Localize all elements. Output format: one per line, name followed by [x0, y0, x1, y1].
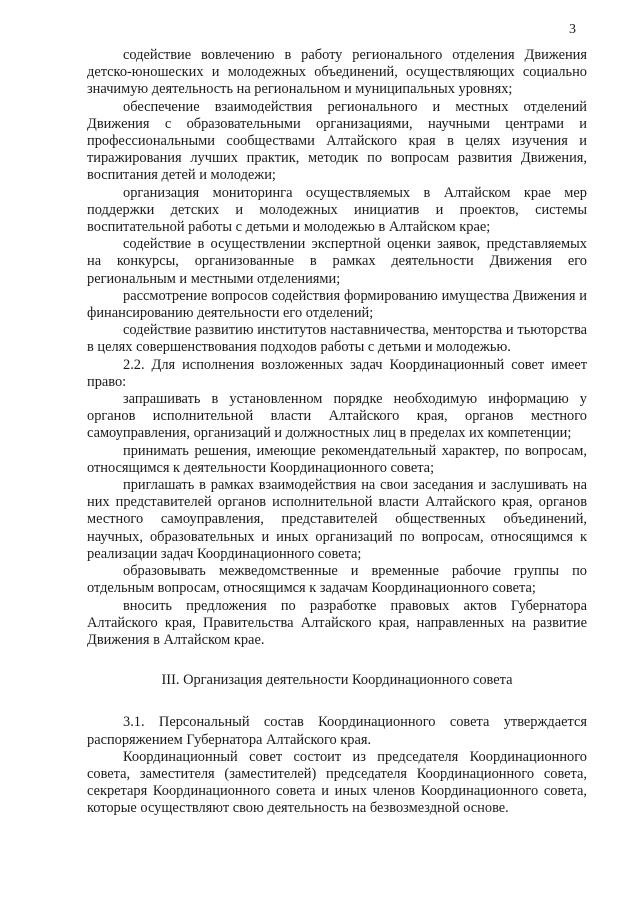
page-number: 3	[569, 22, 576, 37]
paragraph: образовывать межведомственные и временные рабочие группы по отдельным вопросам, относящимся к задачам Координационного совета;	[87, 563, 587, 597]
paragraph: обеспечение взаимодействия регионального и местных отделений Движения с образовательными организациями, научными центрами и профессиональными сообществами Алтайского края в целях изучения и тиражирования лучших практик, методик по вопросам развития Движения, воспитания детей и молодежи;	[87, 98, 587, 184]
paragraph: приглашать в рамках взаимодействия на свои заседания и заслушивать на них представителей органов исполнительной власти Алтайского края, органов местного самоуправления, представителей общественных объединений, научных, образовательных и иных организаций по вопросам, относящимся к реализации задач Координационного совета;	[87, 477, 587, 562]
document-body	[87, 47, 587, 818]
paragraph: содействие в осуществлении экспертной оценки заявок, представляемых на конкурсы, организованные в рамках деятельности Движения его региональным и местными отделениями;	[87, 236, 587, 287]
paragraph: принимать решения, имеющие рекомендательный характер, по вопросам, относящимся к деятельности Координационного совета;	[87, 442, 587, 476]
section-title: III. Организация деятельности Координационного совета	[161, 672, 513, 689]
paragraph: запрашивать в установленном порядке необходимую информацию у органов исполнительной власти Алтайского края, органов местного самоуправления, организаций и должностных лиц в пределах их компетенции;	[87, 391, 587, 442]
paragraph: содействие развитию институтов наставничества, менторства и тьюторства в целях совершенствования подходов работы с детьми и молодежью.	[87, 322, 587, 356]
paragraph: содействие вовлечению в работу регионального отделения Движения детско-юношеских и молодежных объединений, осуществляющих социально значимую деятельность на региональном и муниципальных уровнях;	[87, 47, 587, 98]
paragraph: организация мониторинга осуществляемых в Алтайском крае мер поддержки детских и молодежных инициатив и проектов, системы воспитательной работы с детьми и молодежью в Алтайском крае;	[87, 184, 587, 236]
paragraph: 2.2. Для исполнения возложенных задач Координационный совет имеет право:	[87, 356, 587, 390]
paragraph: рассмотрение вопросов содействия формированию имущества Движения и финансированию деятельности его отделений;	[87, 287, 587, 322]
paragraph: Координационный совет состоит из председателя Координационного совета, заместителя (заместителей) председателя Координационного совета, секретаря Координационного совета и иных членов Координационного совета, которые осуществляют свою деятельность на безвозмездной основе.	[87, 748, 587, 817]
paragraph: вносить предложения по разработке правовых актов Губернатора Алтайского края, Правительства Алтайского края, направленных на развитие Движения в Алтайском крае.	[87, 597, 587, 648]
paragraph: 3.1. Персональный состав Координационного совета утверждается распоряжением Губернатора Алтайского края.	[87, 714, 587, 748]
